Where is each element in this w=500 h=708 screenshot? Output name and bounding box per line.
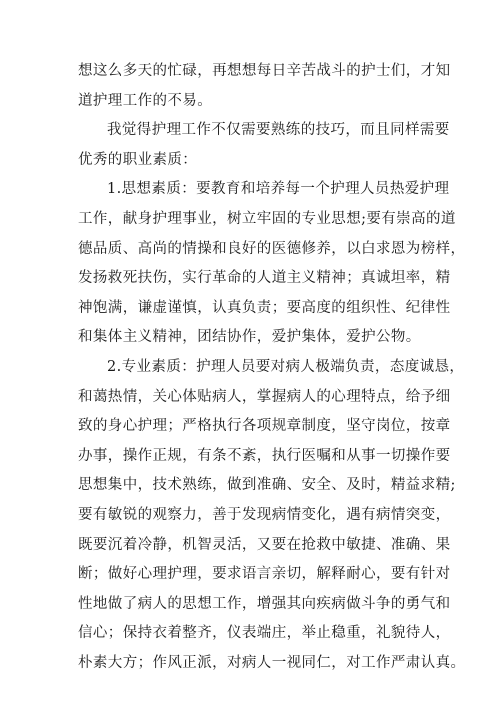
text-line: 优秀的职业素质： [78,151,198,168]
text-line: 工作，献身护理事业，树立牢固的专业思想;要有崇高的道 [78,210,456,227]
text-line: 致的身心护理；严格执行各项规章制度，坚守岗位，按章 [78,418,451,435]
text-line: 信心；保持衣着整齐，仪表端庄，举止稳重，礼貌待人， [78,625,451,642]
text-line: 神饱满，谦虚谨慎，认真负责；要高度的组织性、纪律性 [78,299,451,316]
text-line: 性地做了病人的思想工作，增强其向疾病做斗争的勇气和 [78,595,451,612]
text-line: 道护理工作的不易。 [78,92,213,109]
text-line: 要有敏锐的观察力，善于发现病情变化，遇有病情突变， [78,506,451,523]
text-line: 发扬救死扶伤，实行革命的人道主义精神；真诚坦率，精 [78,270,451,287]
paragraph-start-line: 我觉得护理工作不仅需要熟练的技巧，而且同样需要 [107,122,450,139]
text-line: 朴素大方；作风正派，对病人一视同仁，对工作严肃认真。 [78,654,466,671]
text-line: 想这么多天的忙碌，再想想每日辛苦战斗的护士们，才知 [78,63,451,79]
text-line: 和集体主义精神，团结协作，爱护集体，爱护公物。 [78,329,421,346]
text-line: 德品质、高尚的情操和良好的医德修养，以白求恩为榜样， [78,240,466,257]
body-text [78,57,466,678]
text-line: 办事，操作正规，有条不紊，执行医嘱和从事一切操作要 [78,447,451,464]
text-line: 思想集中，技术熟练，做到准确、安全、及时，精益求精; [78,477,456,494]
numbered-item-2-start: 2.专业素质：护理人员要对病人极端负责，态度诚恳， [107,358,465,375]
text-line: 既要沉着冷静，机智灵活，又要在抢救中敏捷、准确、果 [78,536,451,553]
numbered-item-1-start: 1.思想素质：要教育和培养每一个护理人员热爱护理 [107,181,450,198]
text-line: 断；做好心理护理，要求语言亲切，解释耐心，要有针对 [78,566,451,583]
text-line: 和蔼热情，关心体贴病人，掌握病人的心理特点，给予细 [78,388,451,405]
